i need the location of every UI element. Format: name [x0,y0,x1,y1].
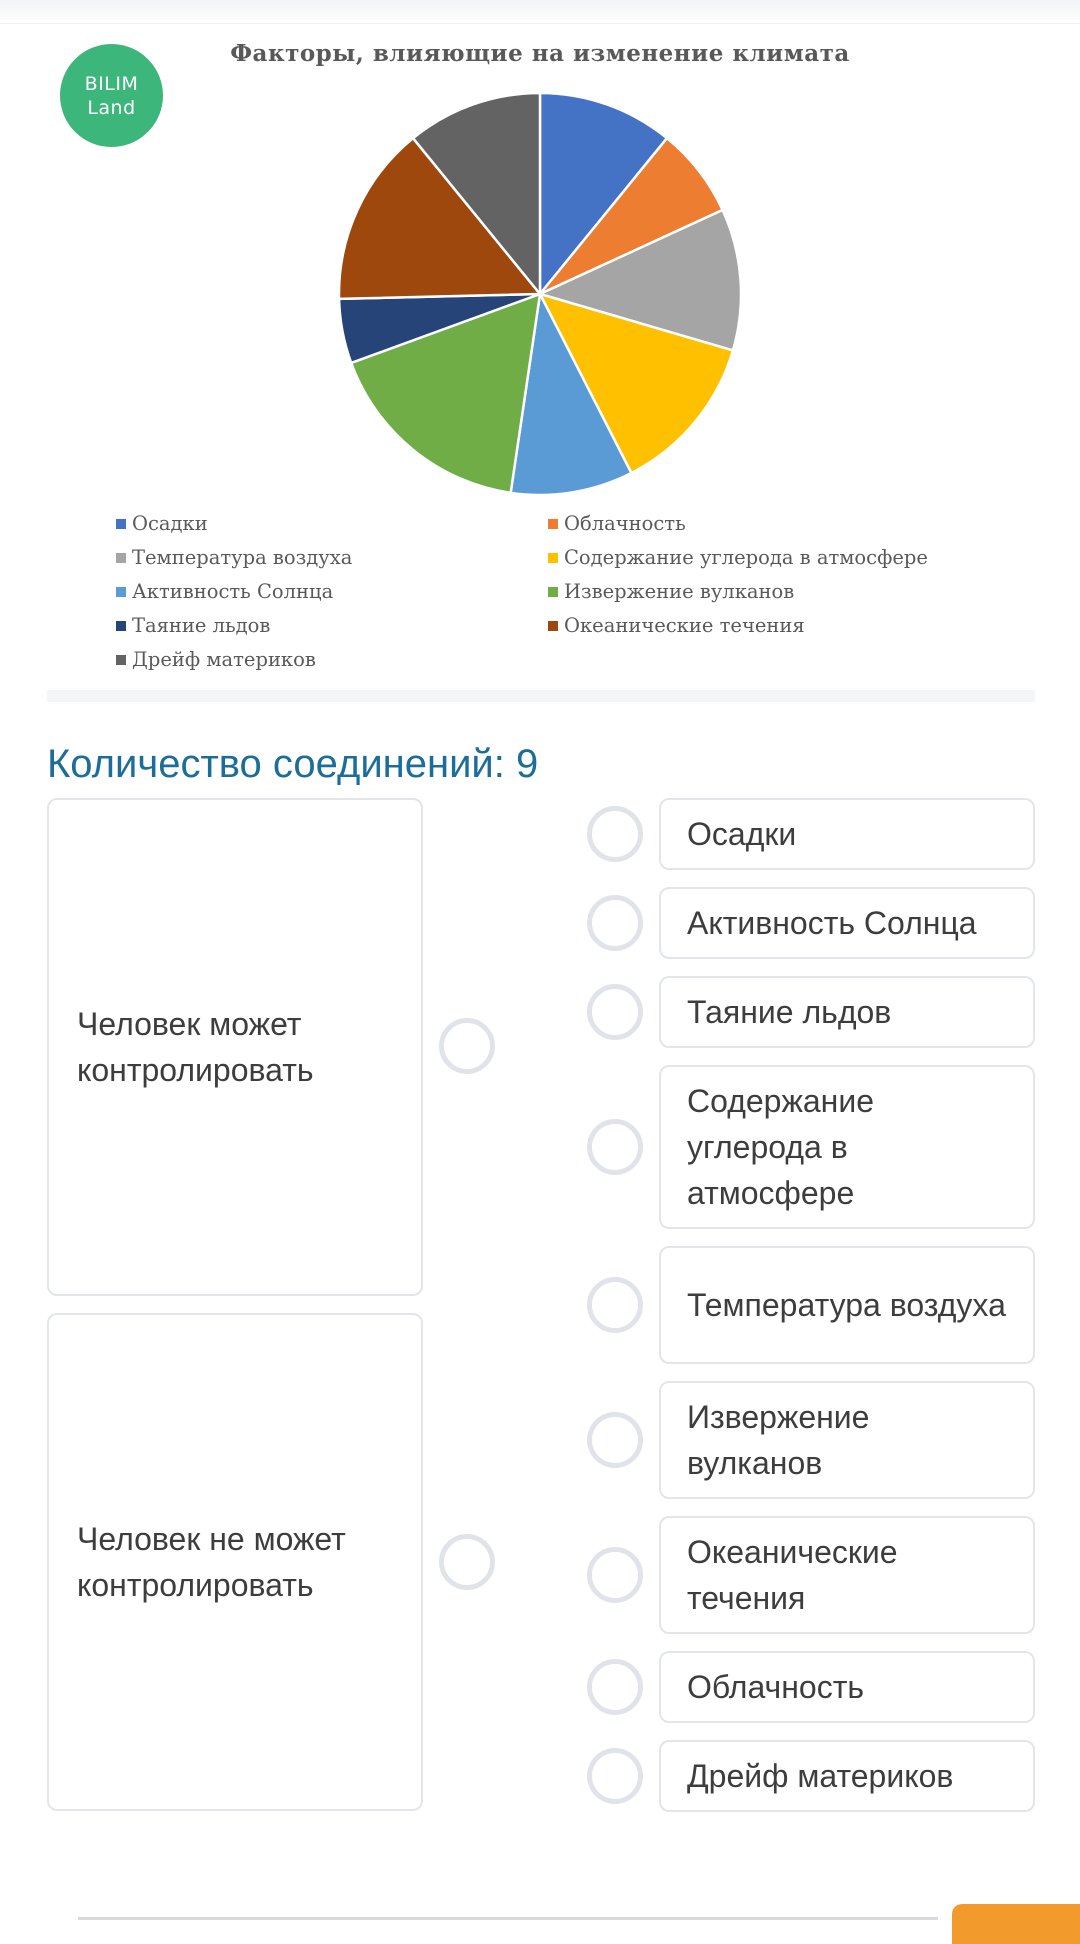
option-text: Осадки [687,816,797,852]
option-text: Дрейф материков [687,1758,954,1794]
option-text: Температура воздуха [687,1287,1006,1323]
top-bar [0,0,1080,24]
option-radio[interactable] [587,984,643,1040]
option-radio[interactable] [587,1748,643,1804]
legend-item [548,512,686,535]
legend-label: Таяние льдов [132,614,271,637]
logo-line-2: Land [87,96,136,119]
legend-item [116,512,208,535]
option-text: Океанические течения [687,1534,898,1616]
chart-title: Факторы, влияющие на изменение климата [230,40,850,67]
legend-label: Дрейф материков [132,648,316,671]
left-target-radio[interactable] [439,1534,495,1590]
option-box[interactable] [659,976,1035,1048]
option-text: Таяние льдов [687,994,892,1030]
option-box[interactable] [659,1065,1035,1229]
left-target-text: Человек не может контролировать [77,1521,346,1603]
legend-swatch [116,587,126,597]
option-text: Облачность [687,1669,865,1705]
option-text: Активность Солнца [687,905,977,941]
legend-item [116,648,316,671]
option-box[interactable] [659,1381,1035,1499]
legend-label: Облачность [564,512,686,535]
option-text: Извержение вулканов [687,1399,870,1481]
option-box[interactable] [659,1740,1035,1812]
left-target-box-controllable[interactable] [47,798,423,1296]
option-radio[interactable] [587,806,643,862]
legend-label: Извержение вулканов [564,580,795,603]
legend-label: Температура воздуха [132,546,353,569]
option-box[interactable] [659,798,1035,870]
option-text: Содержание углерода в атмосфере [687,1083,875,1211]
legend-item [116,580,333,603]
option-box[interactable] [659,1516,1035,1634]
legend-swatch [548,519,558,529]
legend-item [548,580,794,603]
legend-swatch [116,655,126,665]
legend-swatch [116,621,126,631]
legend-label: Осадки [132,512,208,535]
logo-line-1: BILIM [84,72,139,95]
option-radio[interactable] [587,1119,643,1175]
option-radio[interactable] [587,1659,643,1715]
option-radio[interactable] [587,1412,643,1468]
connection-count-heading: Количество соединений: 9 [47,742,539,786]
legend-label: Океанические течения [564,614,805,637]
chart-panel-divider [47,690,1035,702]
legend-label: Активность Солнца [132,580,334,603]
left-target-text: Человек может контролировать [77,1006,314,1088]
legend-swatch [116,519,126,529]
option-radio[interactable] [587,1547,643,1603]
legend-label: Содержание углерода в атмосфере [564,546,928,569]
legend-swatch [548,621,558,631]
option-box[interactable] [659,1246,1035,1364]
left-target-box-uncontrollable[interactable] [47,1313,423,1811]
legend-swatch [116,553,126,563]
legend-item [116,546,352,569]
option-box[interactable] [659,1651,1035,1723]
pie-chart [330,88,750,508]
option-radio[interactable] [587,895,643,951]
bilim-land-logo [60,44,163,147]
legend-swatch [548,587,558,597]
option-radio[interactable] [587,1277,643,1333]
legend-item [116,614,270,637]
legend-item [548,614,805,637]
legend-swatch [548,553,558,563]
legend-item [548,546,928,569]
next-button[interactable] [952,1904,1080,1944]
option-box[interactable] [659,887,1035,959]
left-target-radio[interactable] [439,1018,495,1074]
